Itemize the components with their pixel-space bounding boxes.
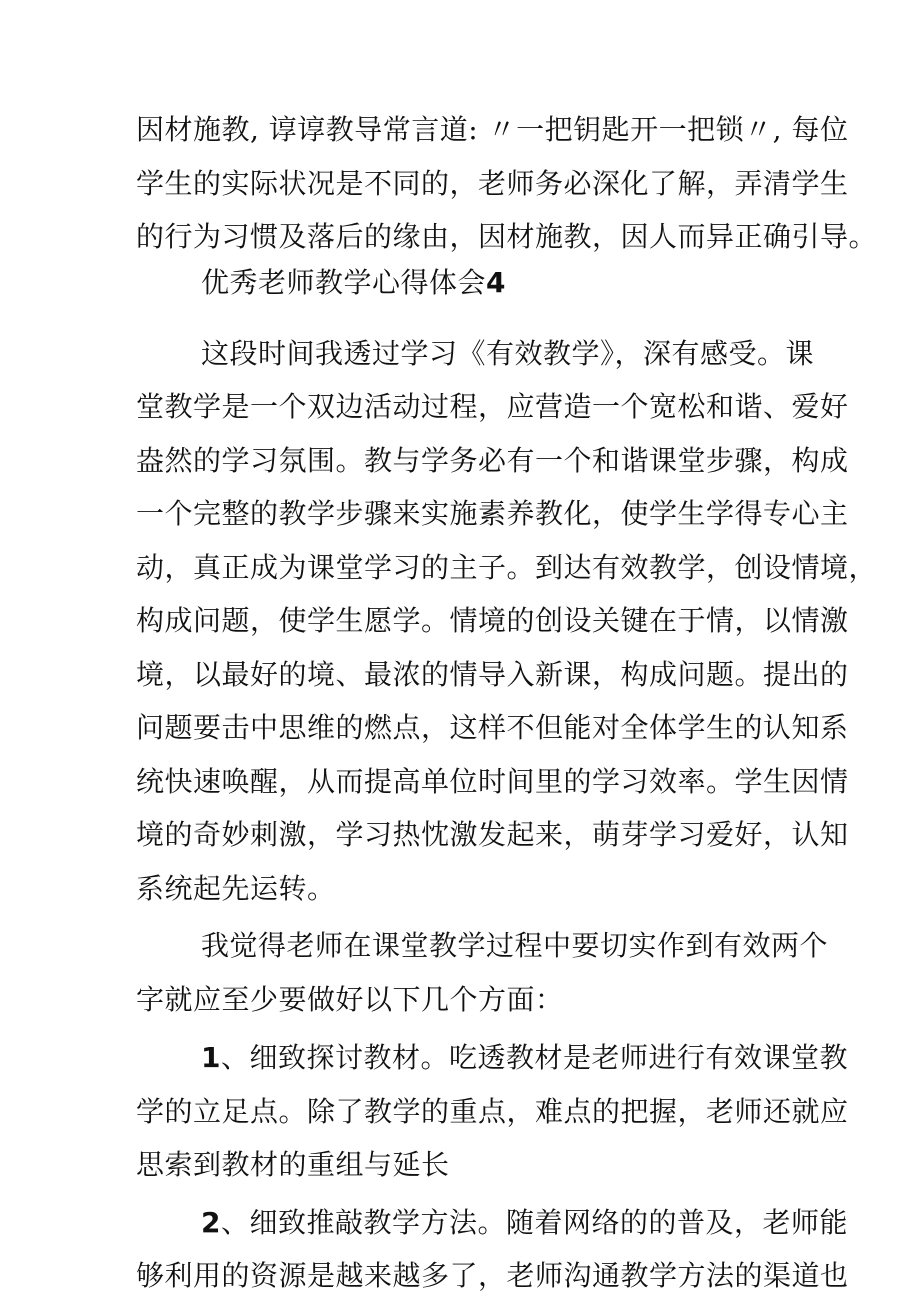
list-text: 、细致推敲教学方法。随着网络的的普及，老师能 (220, 1206, 848, 1239)
text-line: 动，真正成为课堂学习的主子。到达有效教学，创设情境， (136, 551, 878, 584)
text-line: 这段时间我透过学习《有效教学》，深有感受。课 (201, 337, 815, 370)
text-line: 字就应至少要做好以下几个方面： (136, 983, 564, 1016)
text-line: 构成问题，使学生愿学。情境的创设关键在于情，以情激 (136, 604, 849, 637)
text-line: 问题要击中思维的燃点，这样不但能对全体学生的认知系 (136, 711, 849, 744)
list-text: 、细致探讨教材。吃透教材是老师进行有效课堂教 (220, 1041, 848, 1074)
section-heading (201, 265, 506, 301)
text-line: 堂教学是一个双边活动过程，应营造一个宽松和谐、爱好 (136, 390, 849, 423)
text-line: 学的立足点。除了教学的重点，难点的把握，老师还就应 (136, 1095, 849, 1128)
text-line: 的行为习惯及落后的缘由，因材施教，因人而异正确引导。 (136, 220, 878, 253)
list-number: 2 (201, 1206, 221, 1239)
text-line: 够利用的资源是越来越多了，老师沟通教学方法的渠道也 (136, 1259, 849, 1292)
list-item-1 (201, 1040, 848, 1076)
text-line: 一个完整的教学步骤来实施素养教化，使学生学得专心主 (136, 497, 849, 530)
heading-number: 4 (486, 266, 506, 299)
text-line: 学生的实际状况是不同的，老师务必深化了解，弄清学生 (136, 167, 849, 200)
list-number: 1 (201, 1041, 221, 1074)
text-line: 盎然的学习氛围。教与学务必有一个和谐课堂步骤，构成 (136, 444, 849, 477)
list-item-2 (201, 1205, 848, 1241)
text-line: 思索到教材的重组与延长 (136, 1148, 450, 1181)
text-line: 系统起先运转。 (136, 872, 336, 905)
text-line: 统快速唤醒，从而提高单位时间里的学习效率。学生因情 (136, 765, 849, 798)
text-line: 因材施教, 谆谆教导常言道: 〃一把钥匙开一把锁〃, 每位 (136, 113, 849, 146)
heading-text: 优秀老师教学心得体会 (201, 266, 487, 299)
text-line: 我觉得老师在课堂教学过程中要切实作到有效两个 (201, 929, 829, 962)
text-line: 境的奇妙刺激，学习热忱激发起来，萌芽学习爱好，认知 (136, 818, 849, 851)
text-line: 境，以最好的境、最浓的情导入新课，构成问题。提出的 (136, 658, 849, 691)
